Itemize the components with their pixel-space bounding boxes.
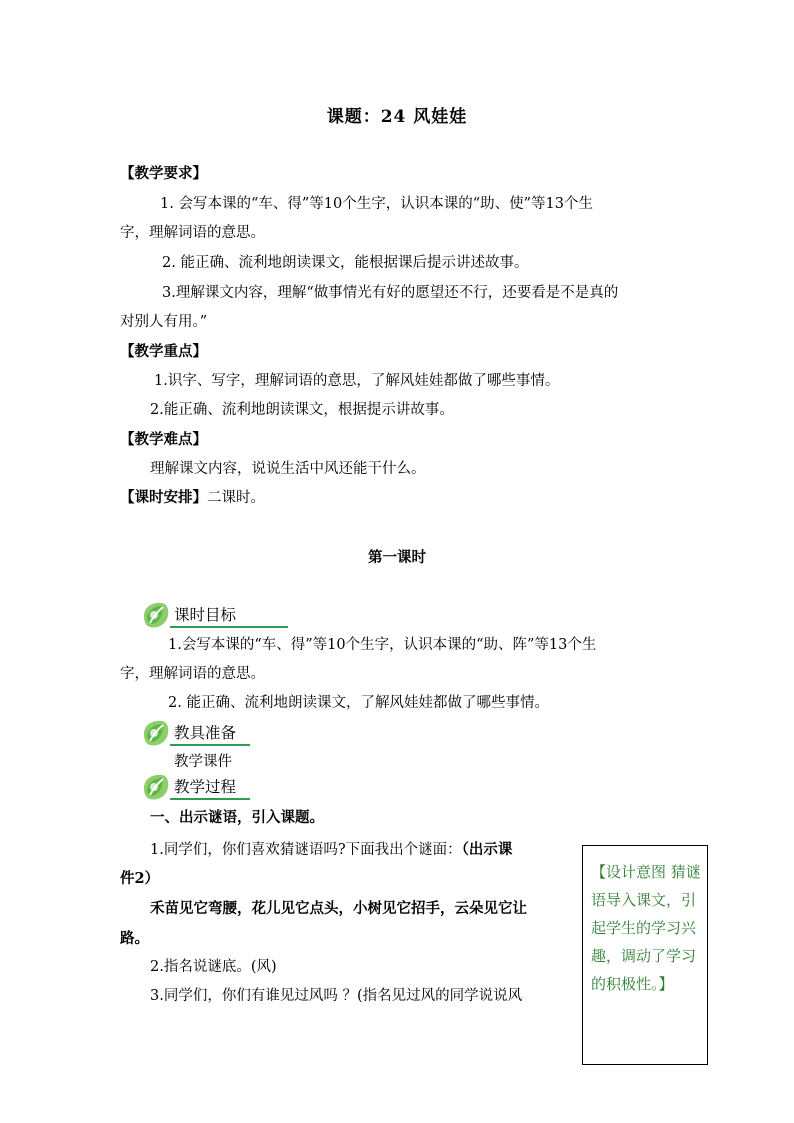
leaf-icon xyxy=(140,600,172,630)
riddle-line-1: 禾苗见它弯腰，花儿见它点头，小树见它招手，云朵见它让 xyxy=(150,900,527,917)
goal-2: 2. 能正确、流利地朗读课文，了解风娃娃都做了哪些事情。 xyxy=(168,695,549,711)
key-points-heading: 【教学重点】 xyxy=(120,343,207,360)
requirements-heading: 【教学要求】 xyxy=(120,165,207,182)
lesson-1-heading: 第一课时 xyxy=(368,549,426,566)
paragraph-1-bold: （出示课 xyxy=(461,841,513,858)
schedule-text: 二课时。 xyxy=(207,490,265,506)
requirement-1-line-1: 1. 会写本课的“车、得”等10个生字，认识本课的“助、使”等13个生 xyxy=(160,196,593,212)
design-intent-text: 【设计意图 猜谜语导入课文，引起学生的学习兴趣，调动了学习的积极性。】 xyxy=(591,863,701,993)
paragraph-3: 3.同学们，你们有谁见过风吗 ？(指名见过风的同学说说风 xyxy=(150,988,523,1004)
schedule-heading: 【课时安排】 xyxy=(120,489,207,506)
requirement-2: 2. 能正确、流利地朗读课文，能根据课后提示讲述故事。 xyxy=(162,255,529,271)
paragraph-2: 2.指名说谜底。(风) xyxy=(150,959,277,975)
process-section-header xyxy=(140,772,280,802)
design-intent-box xyxy=(582,845,708,1065)
paragraph-1-line-1 xyxy=(150,838,512,859)
process-label: 教学过程 xyxy=(174,778,237,796)
requirement-3-line-1: 3.理解课文内容，理解“做事情光有好的愿望还不行，还要看是不是真的 xyxy=(162,285,619,301)
requirement-3-line-2: 对别人有用。” xyxy=(120,314,208,330)
page-title: 课题：24 风娃娃 xyxy=(326,107,468,127)
key-point-1: 1.识字、写字，理解词语的意思，了解风娃娃都做了哪些事情。 xyxy=(154,373,560,389)
goals-section-header xyxy=(140,600,280,630)
goals-underline xyxy=(170,626,288,628)
tools-text: 教学课件 xyxy=(174,754,232,770)
schedule-line xyxy=(120,486,265,507)
tools-section-header xyxy=(140,718,280,748)
process-underline xyxy=(170,798,250,800)
requirement-1-line-2: 字，理解词语的意思。 xyxy=(120,225,265,241)
leaf-icon xyxy=(140,718,172,748)
tools-underline xyxy=(170,744,250,746)
step-1-heading: 一、出示谜语，引入课题。 xyxy=(150,809,324,826)
paragraph-1-line-2: 件2） xyxy=(120,870,160,887)
difficulty-1: 理解课文内容，说说生活中风还能干什么。 xyxy=(150,461,426,477)
key-point-2: 2.能正确、流利地朗读课文，根据提示讲故事。 xyxy=(150,402,454,418)
leaf-icon xyxy=(140,772,172,802)
goals-label: 课时目标 xyxy=(174,606,237,624)
paragraph-1-text: 1.同学们，你们喜欢猜谜语吗?下面我出个谜面： xyxy=(150,842,462,858)
goal-1-line-1: 1.会写本课的“车、得”等10个生字，认识本课的“助、阵”等13个生 xyxy=(168,637,597,653)
tools-label: 教具准备 xyxy=(174,724,237,742)
goal-1-line-2: 字，理解词语的意思。 xyxy=(120,666,265,682)
difficulty-heading: 【教学难点】 xyxy=(120,431,207,448)
riddle-line-2: 路。 xyxy=(120,930,149,947)
